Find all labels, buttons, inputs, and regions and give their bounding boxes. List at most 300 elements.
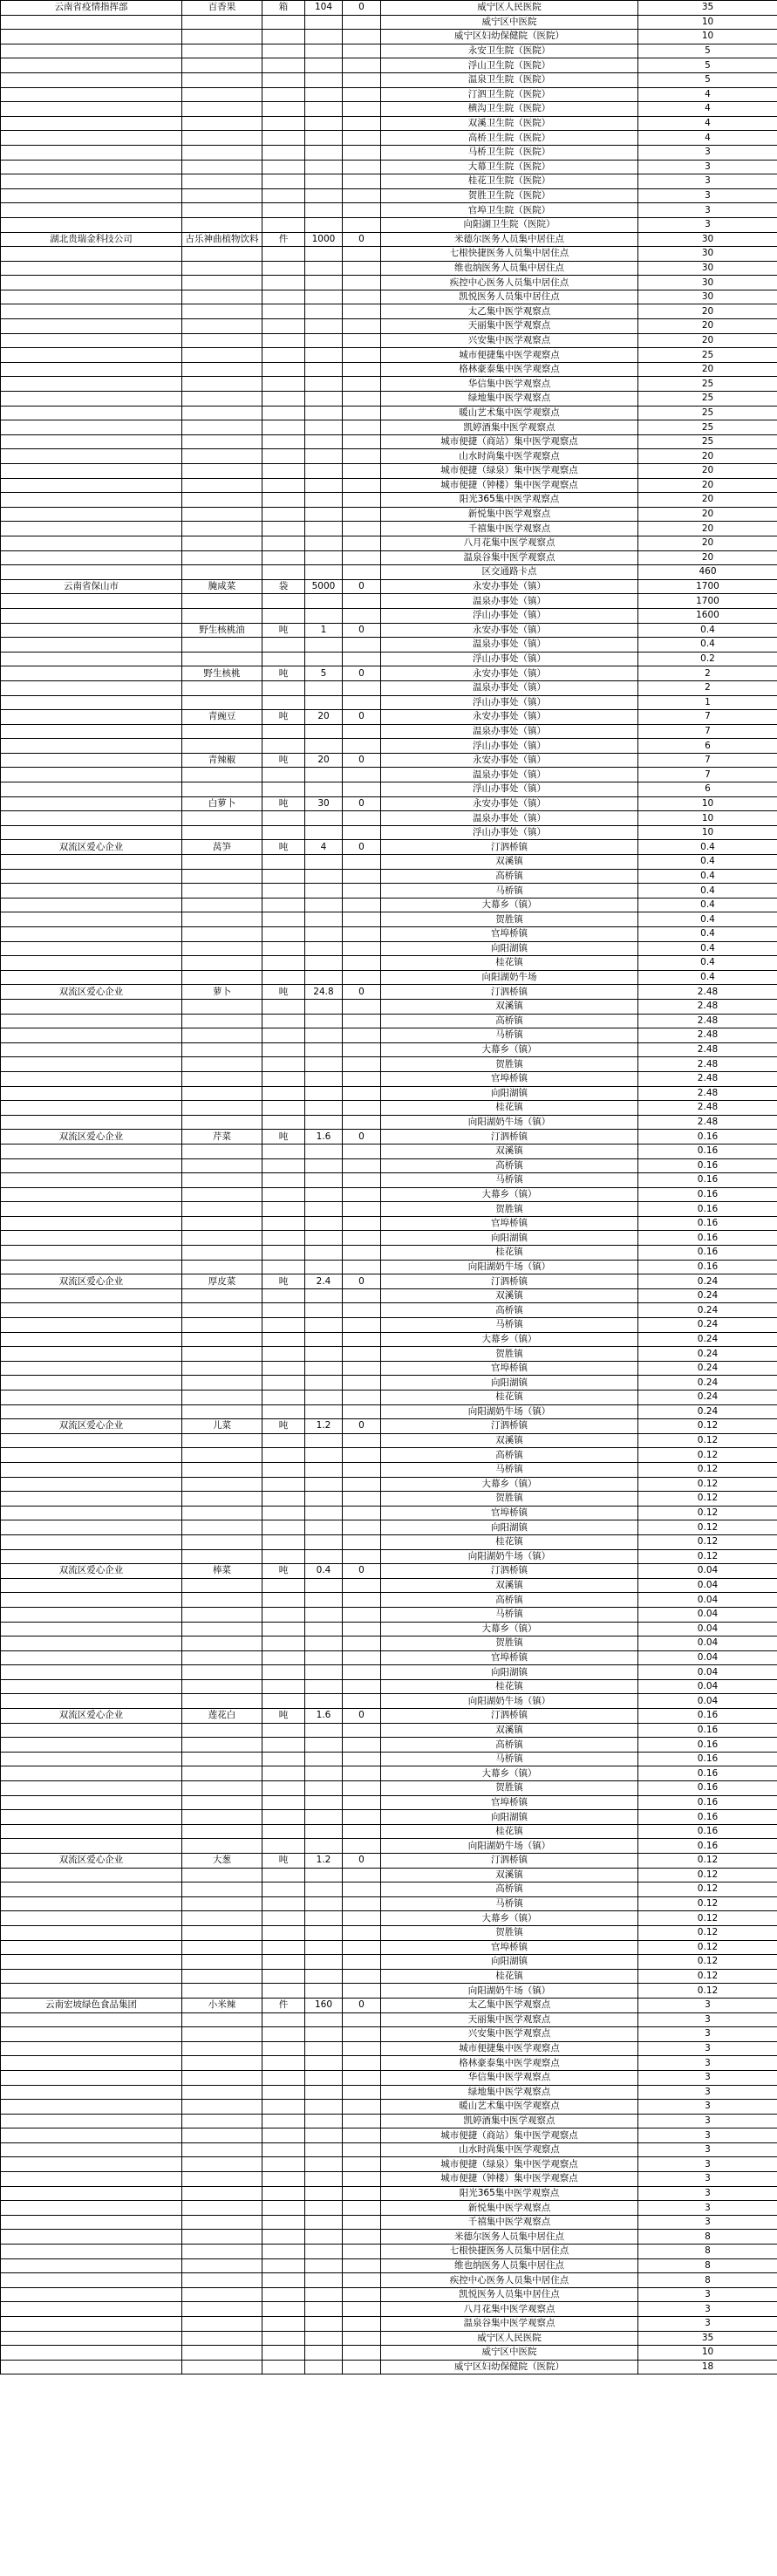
recipient-cell: 大幕乡（镇） [381, 1477, 638, 1492]
unit-cell [262, 1868, 305, 1882]
donor-cell [1, 203, 182, 218]
unit-cell [262, 1202, 305, 1217]
quantity-cell [305, 478, 343, 493]
item-cell [182, 1868, 262, 1882]
donor-cell [1, 1896, 182, 1911]
quantity-cell [305, 1318, 343, 1333]
unit-cell [262, 304, 305, 319]
unit-cell [262, 1955, 305, 1970]
table-row [1, 116, 777, 131]
quantity-cell [305, 1332, 343, 1347]
table-row [1, 2027, 777, 2042]
donor-cell [1, 2100, 182, 2115]
item-cell [182, 1158, 262, 1173]
table-row [1, 1288, 777, 1303]
zero-cell [343, 15, 381, 30]
allocation-cell: 0.12 [638, 1882, 777, 1897]
table-row [1, 507, 777, 522]
allocation-cell: 0.24 [638, 1361, 777, 1376]
allocation-cell: 3 [638, 2012, 777, 2027]
item-cell: 百香果 [182, 1, 262, 16]
donor-cell [1, 927, 182, 942]
zero-cell [343, 1390, 381, 1405]
allocation-cell: 0.4 [638, 970, 777, 985]
item-cell [182, 1187, 262, 1202]
unit-cell [262, 1404, 305, 1419]
allocation-cell: 6 [638, 782, 777, 797]
zero-cell [343, 855, 381, 870]
zero-cell [343, 1795, 381, 1810]
recipient-cell: 温泉办事处（镇） [381, 680, 638, 695]
quantity-cell [305, 72, 343, 87]
item-cell [182, 1578, 262, 1593]
zero-cell [343, 1332, 381, 1347]
donor-cell: 双流区爱心企业 [1, 985, 182, 1000]
zero-cell [343, 2215, 381, 2230]
item-cell [182, 2317, 262, 2332]
donor-cell [1, 160, 182, 174]
item-cell [182, 304, 262, 319]
unit-cell [262, 1376, 305, 1390]
quantity-cell [305, 1086, 343, 1101]
allocation-cell: 0.16 [638, 1839, 777, 1854]
unit-cell [262, 1057, 305, 1072]
table-row [1, 1433, 777, 1448]
zero-cell [343, 319, 381, 334]
unit-cell [262, 1433, 305, 1448]
unit-cell [262, 1260, 305, 1274]
recipient-cell: 贺胜镇 [381, 1636, 638, 1651]
table-row [1, 666, 777, 681]
allocation-cell: 0.24 [638, 1318, 777, 1333]
donor-cell [1, 1723, 182, 1738]
item-cell: 莴笋 [182, 840, 262, 855]
donor-cell [1, 522, 182, 536]
allocation-cell: 0.04 [638, 1650, 777, 1665]
recipient-cell: 温泉办事处（镇） [381, 638, 638, 653]
recipient-cell: 山水时尚集中医学观察点 [381, 2142, 638, 2157]
table-row [1, 1854, 777, 1869]
table-row [1, 145, 777, 160]
table-row [1, 1115, 777, 1130]
donor-cell [1, 956, 182, 971]
item-cell [182, 565, 262, 580]
donor-cell [1, 1984, 182, 1999]
allocation-cell: 0.4 [638, 927, 777, 942]
quantity-cell [305, 1636, 343, 1651]
zero-cell: 0 [343, 623, 381, 638]
allocation-cell: 0.16 [638, 1130, 777, 1145]
donor-cell [1, 1071, 182, 1086]
quantity-cell [305, 392, 343, 407]
item-cell [182, 1028, 262, 1043]
unit-cell [262, 1462, 305, 1477]
allocation-cell: 0.16 [638, 1173, 777, 1188]
quantity-cell [305, 145, 343, 160]
donor-cell [1, 941, 182, 956]
table-row [1, 2100, 777, 2115]
donor-cell [1, 15, 182, 30]
zero-cell [343, 594, 381, 609]
recipient-cell: 温泉办事处（镇） [381, 724, 638, 739]
zero-cell: 0 [343, 1564, 381, 1579]
quantity-cell [305, 956, 343, 971]
recipient-cell: 威宁区中医院 [381, 2346, 638, 2361]
table-row [1, 1318, 777, 1333]
allocation-cell: 0.24 [638, 1390, 777, 1405]
allocation-cell: 2 [638, 680, 777, 695]
quantity-cell [305, 912, 343, 927]
item-cell [182, 44, 262, 58]
donor-cell [1, 695, 182, 710]
unit-cell [262, 1679, 305, 1694]
allocation-cell: 0.16 [638, 1202, 777, 1217]
unit-cell [262, 188, 305, 203]
unit-cell [262, 377, 305, 392]
quantity-cell [305, 30, 343, 44]
recipient-cell: 浮山办事处（镇） [381, 695, 638, 710]
donor-cell [1, 333, 182, 348]
allocation-cell: 0.12 [638, 1854, 777, 1869]
unit-cell [262, 1303, 305, 1318]
allocation-cell: 0.04 [638, 1578, 777, 1593]
donor-cell: 双流区爱心企业 [1, 1274, 182, 1289]
table-row [1, 1810, 777, 1825]
allocation-cell: 0.12 [638, 1520, 777, 1535]
unit-cell [262, 1086, 305, 1101]
unit-cell [262, 855, 305, 870]
table-row [1, 884, 777, 899]
allocation-cell: 0.4 [638, 898, 777, 912]
recipient-cell: 桂花镇 [381, 1679, 638, 1694]
allocation-cell: 0.12 [638, 1448, 777, 1463]
allocation-cell: 0.4 [638, 638, 777, 653]
zero-cell [343, 160, 381, 174]
table-row [1, 739, 777, 754]
zero-cell [343, 811, 381, 826]
quantity-cell [305, 116, 343, 131]
allocation-cell: 25 [638, 392, 777, 407]
item-cell [182, 550, 262, 565]
donor-cell [1, 174, 182, 189]
zero-cell [343, 1086, 381, 1101]
item-cell [182, 695, 262, 710]
allocation-cell: 7 [638, 710, 777, 725]
unit-cell [262, 1940, 305, 1955]
unit-cell [262, 970, 305, 985]
donor-cell [1, 1578, 182, 1593]
item-cell [182, 594, 262, 609]
zero-cell [343, 565, 381, 580]
allocation-cell: 3 [638, 2128, 777, 2143]
zero-cell [343, 2128, 381, 2143]
zero-cell [343, 695, 381, 710]
quantity-cell [305, 290, 343, 304]
zero-cell [343, 1071, 381, 1086]
zero-cell [343, 1665, 381, 1680]
unit-cell [262, 1694, 305, 1709]
table-row [1, 1187, 777, 1202]
unit-cell [262, 276, 305, 290]
recipient-cell: 米德尔医务人员集中居住点 [381, 2230, 638, 2245]
donor-cell [1, 666, 182, 681]
item-cell [182, 652, 262, 666]
table-row [1, 1650, 777, 1665]
quantity-cell [305, 15, 343, 30]
quantity-cell [305, 739, 343, 754]
recipient-cell: 马桥镇 [381, 1173, 638, 1188]
allocation-cell: 0.12 [638, 1911, 777, 1926]
recipient-cell: 浮山卫生院（医院） [381, 58, 638, 73]
allocation-cell: 3 [638, 2287, 777, 2302]
unit-cell [262, 1578, 305, 1593]
item-cell [182, 1318, 262, 1333]
table-row [1, 1144, 777, 1158]
recipient-cell: 贺胜镇 [381, 1347, 638, 1362]
item-cell [182, 970, 262, 985]
zero-cell [343, 30, 381, 44]
recipient-cell: 永安办事处（镇） [381, 579, 638, 594]
recipient-cell: 桂花镇 [381, 1390, 638, 1405]
donor-cell [1, 855, 182, 870]
item-cell [182, 1593, 262, 1608]
zero-cell [343, 1303, 381, 1318]
quantity-cell [305, 58, 343, 73]
recipient-cell: 马桥镇 [381, 1462, 638, 1477]
allocation-cell: 3 [638, 2041, 777, 2056]
unit-cell [262, 1173, 305, 1188]
recipient-cell: 城市便捷（商站）集中医学观察点 [381, 434, 638, 449]
donor-cell [1, 1694, 182, 1709]
allocation-cell: 20 [638, 522, 777, 536]
table-row [1, 1014, 777, 1028]
allocation-cell: 3 [638, 2317, 777, 2332]
donor-cell [1, 1810, 182, 1825]
donor-cell [1, 44, 182, 58]
allocation-cell: 0.16 [638, 1810, 777, 1825]
zero-cell [343, 724, 381, 739]
table-row [1, 623, 777, 638]
table-row [1, 2258, 777, 2273]
unit-cell [262, 2230, 305, 2245]
zero-cell [343, 1925, 381, 1940]
table-row [1, 160, 777, 174]
item-cell [182, 1390, 262, 1405]
unit-cell [262, 348, 305, 363]
quantity-cell [305, 594, 343, 609]
table-row [1, 1477, 777, 1492]
unit-cell [262, 869, 305, 884]
zero-cell [343, 999, 381, 1014]
allocation-cell: 10 [638, 825, 777, 840]
unit-cell [262, 72, 305, 87]
table-row [1, 1882, 777, 1897]
table-row [1, 1564, 777, 1579]
table-row [1, 869, 777, 884]
zero-cell: 0 [343, 666, 381, 681]
table-row [1, 2302, 777, 2317]
unit-cell [262, 2273, 305, 2288]
item-cell [182, 1549, 262, 1564]
zero-cell: 0 [343, 710, 381, 725]
donor-cell [1, 1650, 182, 1665]
quantity-cell [305, 1752, 343, 1766]
unit-cell [262, 2302, 305, 2317]
table-row [1, 44, 777, 58]
allocation-cell: 0.16 [638, 1766, 777, 1781]
allocation-cell: 0.12 [638, 1984, 777, 1999]
recipient-cell: 大幕乡（镇） [381, 898, 638, 912]
unit-cell [262, 1607, 305, 1622]
donor-cell [1, 1955, 182, 1970]
donor-cell [1, 2012, 182, 2027]
allocation-cell: 25 [638, 420, 777, 435]
allocation-cell: 0.12 [638, 1969, 777, 1984]
unit-cell [262, 2317, 305, 2332]
allocation-cell: 2.48 [638, 1042, 777, 1057]
table-row [1, 1969, 777, 1984]
allocation-cell: 3 [638, 2186, 777, 2201]
unit-cell [262, 2331, 305, 2346]
allocation-cell: 7 [638, 724, 777, 739]
table-row [1, 536, 777, 550]
allocation-cell: 8 [638, 2258, 777, 2273]
quantity-cell [305, 1144, 343, 1158]
recipient-cell: 浮山办事处（镇） [381, 652, 638, 666]
allocation-cell: 5 [638, 44, 777, 58]
allocation-cell: 3 [638, 145, 777, 160]
item-cell [182, 319, 262, 334]
allocation-cell: 0.16 [638, 1738, 777, 1753]
donor-cell [1, 1086, 182, 1101]
item-cell [182, 160, 262, 174]
unit-cell [262, 999, 305, 1014]
table-row [1, 304, 777, 319]
recipient-cell: 双溪镇 [381, 855, 638, 870]
item-cell [182, 2201, 262, 2216]
recipient-cell: 大幕卫生院（医院） [381, 160, 638, 174]
donor-cell [1, 420, 182, 435]
recipient-cell: 高桥镇 [381, 1303, 638, 1318]
unit-cell [262, 1028, 305, 1043]
unit-cell [262, 116, 305, 131]
donor-cell [1, 1158, 182, 1173]
allocation-cell: 0.12 [638, 1940, 777, 1955]
item-cell [182, 1014, 262, 1028]
item-cell [182, 855, 262, 870]
donor-cell [1, 970, 182, 985]
quantity-cell [305, 1260, 343, 1274]
unit-cell [262, 898, 305, 912]
allocation-cell: 3 [638, 2215, 777, 2230]
table-row [1, 2215, 777, 2230]
allocation-cell: 4 [638, 131, 777, 146]
donor-cell [1, 1911, 182, 1926]
allocation-cell: 0.12 [638, 1534, 777, 1549]
allocation-cell: 2.48 [638, 1057, 777, 1072]
recipient-cell: 桂花镇 [381, 1101, 638, 1116]
item-cell [182, 188, 262, 203]
unit-cell: 吨 [262, 985, 305, 1000]
unit-cell [262, 956, 305, 971]
recipient-cell: 浮山办事处（镇） [381, 608, 638, 623]
unit-cell [262, 912, 305, 927]
quantity-cell: 20 [305, 710, 343, 725]
item-cell [182, 377, 262, 392]
donor-cell: 双流区爱心企业 [1, 1564, 182, 1579]
quantity-cell [305, 970, 343, 985]
quantity-cell [305, 1462, 343, 1477]
donor-cell [1, 2287, 182, 2302]
allocation-cell: 0.04 [638, 1665, 777, 1680]
allocation-cell: 20 [638, 304, 777, 319]
item-cell [182, 276, 262, 290]
table-row [1, 1, 777, 16]
donor-cell [1, 1246, 182, 1261]
item-cell [182, 1520, 262, 1535]
unit-cell [262, 1347, 305, 1362]
zero-cell [343, 2070, 381, 2085]
quantity-cell: 1.2 [305, 1419, 343, 1434]
recipient-cell: 官埠卫生院（医院） [381, 203, 638, 218]
unit-cell [262, 536, 305, 550]
quantity-cell [305, 1824, 343, 1839]
unit-cell: 吨 [262, 666, 305, 681]
donor-cell [1, 2331, 182, 2346]
zero-cell [343, 2041, 381, 2056]
zero-cell [343, 131, 381, 146]
recipient-cell: 马桥镇 [381, 1028, 638, 1043]
table-row [1, 898, 777, 912]
unit-cell [262, 2172, 305, 2187]
item-cell [182, 1911, 262, 1926]
unit-cell [262, 174, 305, 189]
table-row [1, 956, 777, 971]
quantity-cell [305, 1549, 343, 1564]
unit-cell [262, 2012, 305, 2027]
quantity-cell [305, 608, 343, 623]
donor-cell [1, 1260, 182, 1274]
unit-cell [262, 825, 305, 840]
allocation-cell: 10 [638, 796, 777, 811]
unit-cell [262, 680, 305, 695]
zero-cell [343, 1810, 381, 1825]
zero-cell [343, 1462, 381, 1477]
zero-cell [343, 638, 381, 653]
quantity-cell [305, 464, 343, 479]
allocation-cell: 20 [638, 507, 777, 522]
donor-cell [1, 1925, 182, 1940]
zero-cell [343, 680, 381, 695]
item-cell [182, 1246, 262, 1261]
item-cell [182, 1477, 262, 1492]
unit-cell [262, 1361, 305, 1376]
item-cell [182, 2114, 262, 2128]
unit-cell [262, 478, 305, 493]
zero-cell [343, 362, 381, 377]
quantity-cell [305, 507, 343, 522]
unit-cell [262, 261, 305, 276]
recipient-cell: 桂花镇 [381, 1969, 638, 1984]
table-row [1, 333, 777, 348]
table-row [1, 493, 777, 508]
zero-cell [343, 1650, 381, 1665]
unit-cell [262, 1810, 305, 1825]
table-row [1, 1042, 777, 1057]
unit-cell [262, 927, 305, 942]
recipient-cell: 永安卫生院（医院） [381, 44, 638, 58]
quantity-cell [305, 782, 343, 797]
